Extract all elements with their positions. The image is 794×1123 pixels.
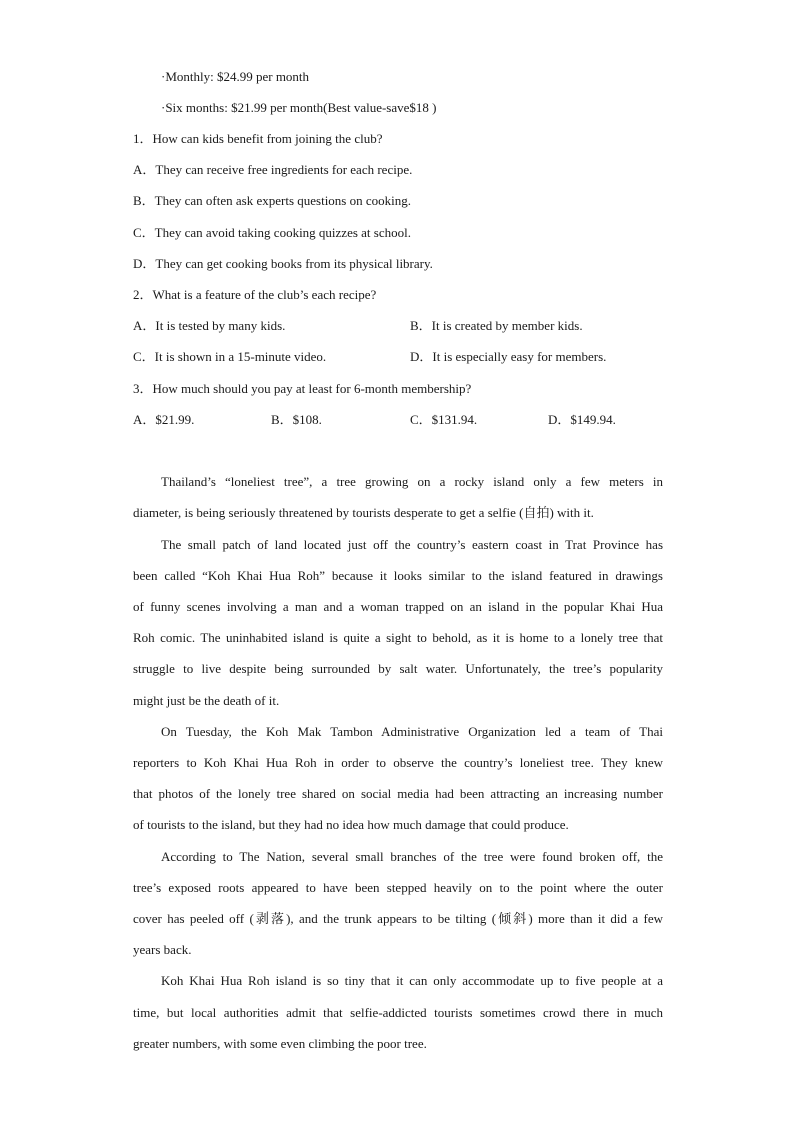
passage-p4-line-4: years back. bbox=[133, 942, 192, 957]
passage-p3-line-3: that photos of the lonely tree shared on social media had been attracting an increasing number bbox=[133, 786, 663, 801]
question-3-option-a: A．$21.99. bbox=[133, 412, 195, 427]
passage-p4-line-1: According to The Nation, several small branches of the tree were found broken off, the bbox=[161, 849, 663, 864]
question-3-option-d: D．$149.94. bbox=[548, 412, 616, 427]
passage-p4-line-3: cover has peeled off (剥落), and the trunk appears to be tilting (倾斜) more than it did a few bbox=[133, 911, 663, 926]
question-1-option-c: C．They can avoid taking cooking quizzes at school. bbox=[133, 225, 411, 240]
question-2-option-c: C．It is shown in a 15-minute video. bbox=[133, 349, 327, 364]
passage-p4-line-2: tree’s exposed roots appeared to have been stepped heavily on to the point where the outer bbox=[133, 880, 663, 895]
passage-p2-line-3: of funny scenes involving a man and a woman trapped on an island in the popular Khai Hua bbox=[133, 599, 663, 614]
passage-p2-line-6: might just be the death of it. bbox=[133, 693, 280, 708]
pricing-six-months: ·Six months: $21.99 per month(Best value-save$18 ) bbox=[161, 100, 437, 115]
passage-p3-line-1: On Tuesday, the Koh Mak Tambon Administrative Organization led a team of Thai bbox=[161, 724, 663, 739]
passage-p3-line-2: reporters to Koh Khai Hua Roh in order to observe the country’s loneliest tree. They knew bbox=[133, 755, 663, 770]
passage-p3-line-4: of tourists to the island, but they had no idea how much damage that could produce. bbox=[133, 817, 569, 832]
question-1-option-b: B．They can often ask experts questions on cooking. bbox=[133, 193, 411, 208]
question-2-option-d: D．It is especially easy for members. bbox=[410, 349, 607, 364]
passage-p5-line-2: time, but local authorities admit that selfie-addicted tourists sometimes crowd there in much bbox=[133, 1005, 663, 1020]
question-3-option-c: C．$131.94. bbox=[410, 412, 478, 427]
question-3-stem: 3．How much should you pay at least for 6-month membership? bbox=[133, 381, 472, 396]
passage-p1-line-1: Thailand’s “loneliest tree”, a tree growing on a rocky island only a few meters in bbox=[161, 474, 663, 489]
question-2-stem: 2．What is a feature of the club’s each recipe? bbox=[133, 287, 377, 302]
question-3-option-b: B．$108. bbox=[271, 412, 322, 427]
passage-p2-line-1: The small patch of land located just off the country’s eastern coast in Trat Province has bbox=[161, 537, 663, 552]
passage-p2-line-2: been called “Koh Khai Hua Roh” because it looks similar to the island featured in drawings bbox=[133, 568, 663, 583]
question-1-stem: 1．How can kids benefit from joining the club? bbox=[133, 131, 383, 146]
question-2-option-a: A．It is tested by many kids. bbox=[133, 318, 286, 333]
passage-p1-line-2: diameter, is being seriously threatened by tourists desperate to get a selfie (自拍) with it. bbox=[133, 505, 594, 520]
passage-p5-line-3: greater numbers, with some even climbing the poor tree. bbox=[133, 1036, 427, 1051]
pricing-monthly: ·Monthly: $24.99 per month bbox=[161, 69, 310, 84]
question-2-option-b: B．It is created by member kids. bbox=[410, 318, 583, 333]
passage-p2-line-4: Roh comic. The uninhabited island is quite a sight to behold, as it is home to a lonely tree that bbox=[133, 630, 663, 645]
question-1-option-d: D．They can get cooking books from its physical library. bbox=[133, 256, 433, 271]
passage-p5-line-1: Koh Khai Hua Roh island is so tiny that it can only accommodate up to five people at a bbox=[161, 973, 663, 988]
passage-p2-line-5: struggle to live despite being surrounded by salt water. Unfortunately, the tree’s popularity bbox=[133, 661, 663, 676]
question-1-option-a: A．They can receive free ingredients for each recipe. bbox=[133, 162, 413, 177]
